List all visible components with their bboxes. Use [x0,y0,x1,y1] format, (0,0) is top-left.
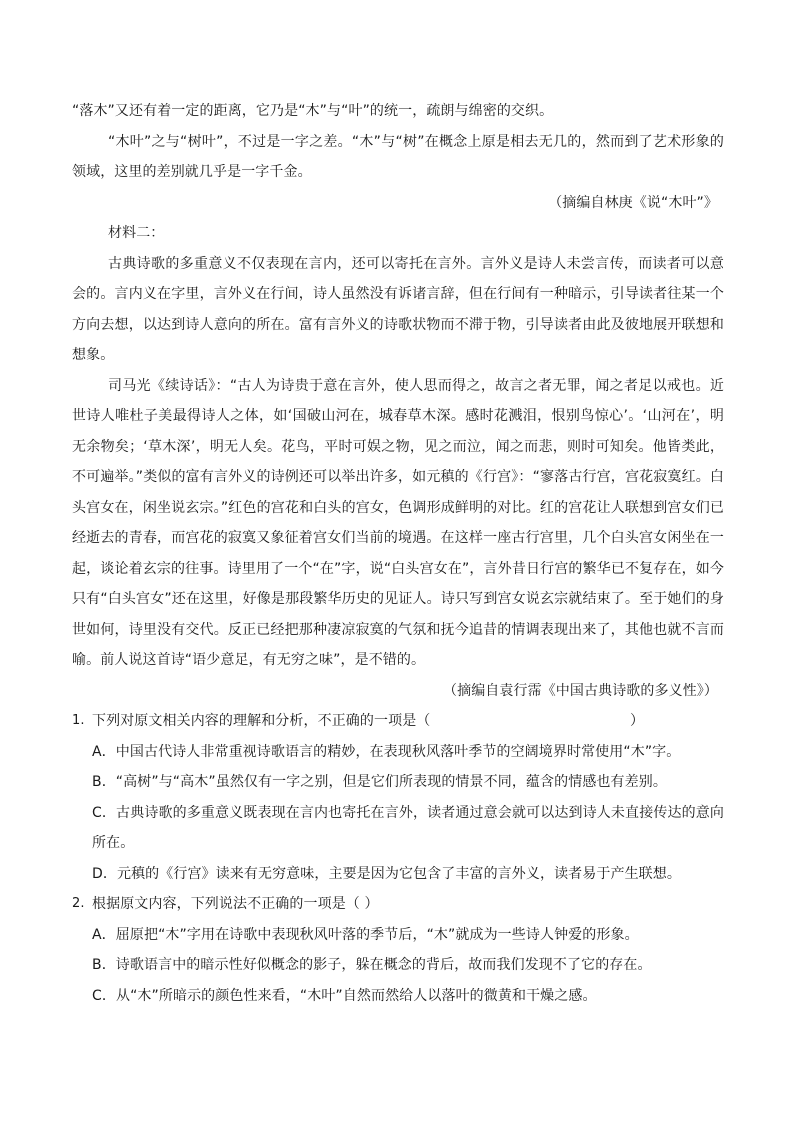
document-body [72,96,724,1011]
material-two-label: 材料二： [108,225,165,241]
question-stem [92,706,724,737]
question-stem-text: 根据原文内容，下列说法不正确的一项是（ ） [92,896,379,912]
source-citation-1: （摘编自林庚《说“木叶”》 [548,194,718,211]
question-1 [72,706,724,889]
paragraph-multiple-meanings: 古典诗歌的多重意义不仅表现在言内，还可以寄托在言外。言外义是诗人未尝言传，而读者可以意会的。言内义在字里，言外义在行间，诗人虽然没有诉诸言辞，但在行间有一种暗示，引导读者往某一个方向去想，以达到诗人意向的所在。富有言外义的诗歌状物而不滞于物，引导读者由此及彼地展开联想和想象。 [72,255,724,363]
question-number: 1. [72,713,85,728]
paragraph-continuation: “落木”又还有着一定的距离，它乃是“木”与“叶”的统一，疏朗与绵密的交织。 [72,103,554,119]
option-c: C．古典诗歌的多重意义既表现在言内也寄托在言外，读者通过意会就可以达到诗人未直接传达的意向所在。 [92,804,724,851]
question-number: 2. [72,896,85,911]
option-d: D．元稹的《行宫》读来有无穷意味，主要是因为它包含了丰富的言外义，读者易于产生联想。 [92,865,681,882]
option-a: A．屈原把“木”字用在诗歌中表现秋风叶落的季节后，“木”就成为一些诗人钟爱的形象。 [92,926,639,943]
question-stem-text: 下列对原文相关内容的理解和分析，不正确的一项是（ [92,713,431,729]
answer-blank-close: ） [630,713,645,729]
source-citation-2: （摘编自袁行霈《中国古典诗歌的多义性》） [443,682,718,699]
option-b: B．诗歌语言中的暗示性好似概念的影子，躲在概念的背后，故而我们发现不了它的存在。 [92,957,652,973]
paragraph-mu-ye-vs-shu-ye: “木叶”之与“树叶”，不过是一字之差。“木”与“树”在概念上原是相去无几的，然而到了艺术形象的领域，这里的差别就几乎是一字千金。 [72,133,724,180]
option-a: A．中国古代诗人非常重视诗歌语言的精妙，在表现秋风落叶季节的空阔境界时常使用“木”字。 [92,743,681,760]
option-c: C．从“木”所暗示的颜色性来看，“木叶”自然而然给人以落叶的微黄和干燥之感。 [92,987,597,1004]
paragraph-sima-guang: 司马光《续诗话》：“古人为诗贵于意在言外，使人思而得之，故言之者无罪，闻之者足以戒也。近世诗人唯杜子美最得诗人之体，如‘国破山河在，城春草木深。感时花溅泪，恨别鸟惊心’。‘山河在’，明无余物矣；‘草木深’，明无人矣。花鸟，平时可娱之物，见之而泣，闻之而悲，则时可知矣。他皆类此，不可遍举。”类似的富有言外义的诗例还可以举出许多，如元稹的《行宫》：“寥落古行宫，宫花寂寞红。白头宫女在，闲坐说玄宗。”红色的宫花和白头的宫女，色调形成鲜明的对比。红的宫花让人联想到宫女们已经逝去的青春，而宫花的寂寞又象征着宫女们当前的境遇。在这样一座古行宫里，几个白头宫女闲坐在一起，谈论着玄宗的往事。诗里用了一个“在”字，说“白头宫女在”，言外昔日行宫的繁华已不复存在，如今只有“白头宫女”还在这里，好像是那段繁华历史的见证人。诗只写到宫女说玄宗就结束了。至于她们的身世如何，诗里没有交代。反正已经把那种凄凉寂寞的气氛和抚今追昔的情调表现出来了，其他也就不言而喻。前人说这首诗“语少意足，有无穷之味”，是不错的。 [72,377,724,668]
question-2 [72,889,724,1011]
option-b: B．“高树”与“高木”虽然仅有一字之别，但是它们所表现的情景不同，蕴含的情感也有差别。 [92,774,667,790]
